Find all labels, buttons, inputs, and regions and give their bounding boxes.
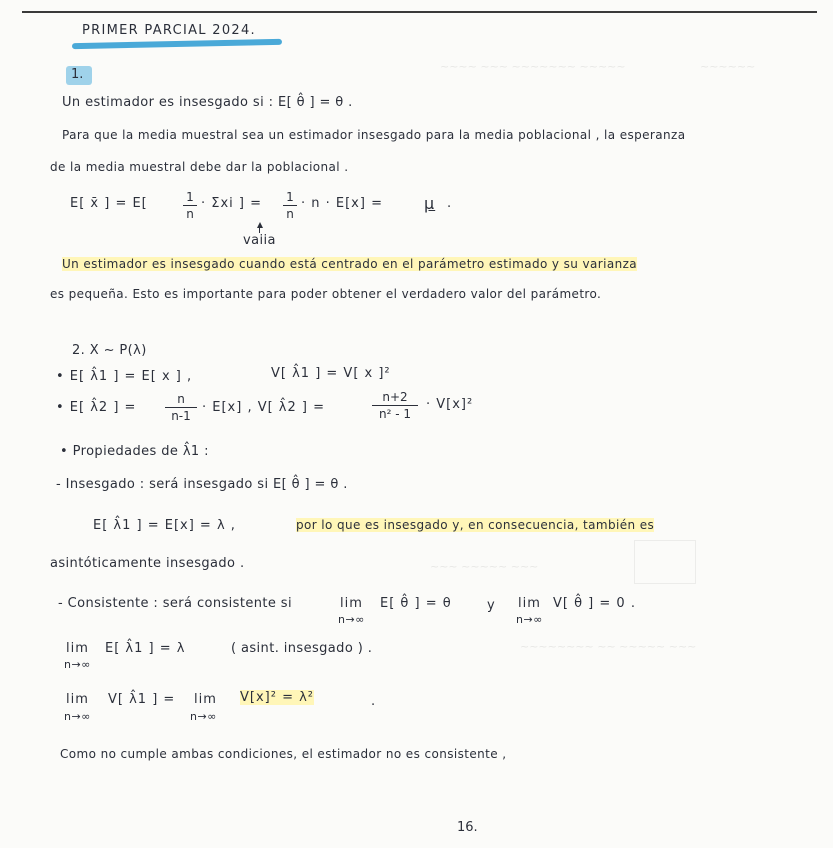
page-number: 16.	[457, 820, 478, 835]
equation-end: .	[447, 196, 453, 211]
limit-variance-lim: lim	[66, 692, 89, 707]
paragraph-2-text: Un estimador es insesgado cuando está centrado en el parámetro estimado y su varianza	[62, 257, 638, 271]
equation-right: · n · E[x] =	[301, 196, 383, 211]
fraction-n-over-n-1	[165, 392, 197, 423]
vaiia-note: vaiia	[243, 233, 276, 248]
limit-variance-rest	[240, 690, 314, 705]
title-highlight	[72, 39, 282, 49]
asymptotic-line: asintóticamente insesgado .	[50, 556, 245, 571]
fraction-numerator: n	[177, 392, 185, 406]
paragraph-1-line-1: Para que la media muestral sea un estimador insesgado para la media poblacional , la esperanza	[62, 128, 686, 142]
fraction-numerator: 1	[186, 190, 194, 204]
bleed-through: ~~~~ ~~~ ~~~~~~~ ~~~~~	[440, 60, 626, 73]
limit-expectation-eq: E[ λ̂1 ] = λ	[105, 641, 186, 656]
exercise-1-number: 1.	[71, 67, 84, 82]
fraction-denominator: n² - 1	[378, 407, 411, 421]
paragraph-2-line-2: es pequeña. Esto es importante para poder obtener el verdadero valor del parámetro.	[50, 287, 602, 301]
bleed-through-box	[634, 540, 696, 584]
consistency-lim1: lim	[340, 596, 363, 611]
unbiased-heading: - Insesgado : será insesgado si E[ θ̂ ] = θ .	[56, 477, 348, 492]
equation-mean-left: E[ x̄ ] = E[	[70, 196, 148, 211]
consistency-expectation: E[ θ̂ ] = θ	[380, 596, 452, 611]
limit-variance-dot: .	[371, 694, 377, 709]
limit-variance-value: V[x]² = λ²	[240, 690, 315, 705]
consistency-variance: V[ θ̂ ] = 0 .	[553, 596, 636, 611]
mu-symbol: μ	[424, 194, 436, 213]
consistency-lim2: lim	[518, 596, 541, 611]
consistency-heading: - Consistente : será consistente si	[58, 596, 292, 611]
exercise-2-head: 2. X ~ P(λ)	[72, 343, 147, 358]
variance-lambda1: V[ λ̂1 ] = V[ x ]²	[271, 366, 391, 381]
conclusion-line: Como no cumple ambas condiciones, el estimador no es consistente ,	[60, 747, 507, 761]
properties-heading: • Propiedades de λ̂1 :	[60, 444, 209, 459]
fraction-numerator: 1	[286, 190, 294, 204]
paragraph-1-line-2: de la media muestral debe dar la poblacional .	[50, 160, 349, 174]
arrow-up-icon	[257, 222, 263, 228]
consistency-lim2-sub: n→∞	[516, 613, 543, 626]
fraction-denominator: n	[286, 207, 294, 221]
top-rule	[22, 11, 817, 13]
bleed-through: ~~~~~~~~ ~~ ~~~~~ ~~~	[520, 640, 697, 653]
unbiased-equation: E[ λ̂1 ] = E[x] = λ ,	[93, 518, 236, 533]
bleed-through: ~~~~~~	[700, 60, 756, 73]
equation-sum: · Σxi ] =	[201, 196, 263, 211]
limit-variance-lim2: lim	[194, 692, 217, 707]
limit-expectation-lim: lim	[66, 641, 89, 656]
limit-expectation-sub: n→∞	[64, 658, 91, 671]
consistency-lim1-sub: n→∞	[338, 613, 365, 626]
unbiased-text-content: por lo que es insesgado y, en consecuencia, también es	[296, 518, 655, 532]
fraction-numerator: n+2	[382, 390, 408, 404]
page-title: PRIMER PARCIAL 2024.	[82, 23, 256, 38]
unbiased-text	[296, 518, 654, 532]
variance-lambda2-left: · E[x] , V[ λ̂2 ] =	[202, 400, 326, 415]
limit-expectation-note: ( asint. insesgado ) .	[231, 641, 373, 656]
fraction-n2-over-n2-1	[372, 390, 418, 421]
fraction-denominator: n	[186, 207, 194, 221]
bleed-through: ~~~ ~~~~~ ~~~	[430, 560, 539, 573]
limit-variance-sub: n→∞	[64, 710, 91, 723]
definition-line: Un estimador es insesgado si : E[ θ̂ ] = θ .	[62, 95, 353, 110]
paragraph-2-line-1	[62, 257, 637, 271]
limit-variance-eq: V[ λ̂1 ] =	[108, 692, 176, 707]
fraction-denominator: n-1	[171, 409, 191, 423]
fraction-1-over-n	[183, 190, 197, 221]
variance-lambda2-end: · V[x]²	[426, 397, 474, 412]
consistency-and: y	[487, 598, 496, 613]
expectation-lambda2: • E[ λ̂2 ] =	[56, 400, 137, 415]
expectation-lambda1: • E[ λ̂1 ] = E[ x ] ,	[56, 369, 193, 384]
fraction-1-over-n-2	[283, 190, 297, 221]
limit-variance-sub2: n→∞	[190, 710, 217, 723]
